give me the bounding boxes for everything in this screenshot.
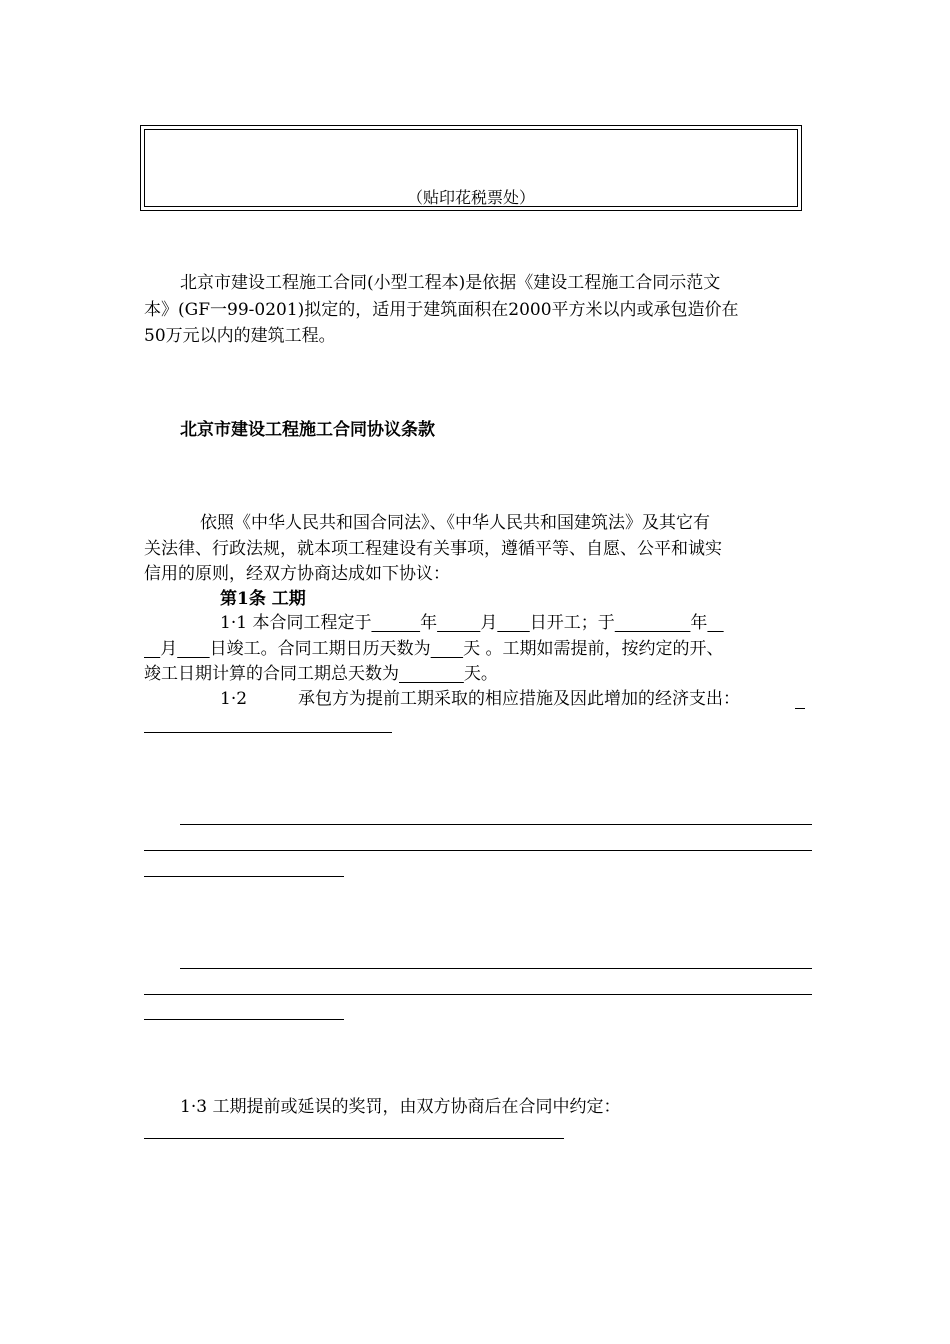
year-label: 年 — [420, 613, 438, 633]
preamble-line-1: 依照《中华人民共和国合同法》、《中华人民共和国建筑法》及其它有 — [200, 513, 710, 533]
clause-1-1-rest: 。工期如需提前，按约定的开、 — [480, 639, 724, 659]
total-days-text: 竣工日期计算的合同工期总天数为 — [144, 664, 399, 684]
intro-line-3: 50万元以内的建筑工程。 — [144, 326, 336, 346]
fill-line[interactable] — [144, 1019, 344, 1020]
clause-1-1-line-1 — [220, 615, 724, 632]
calendar-days-blank[interactable] — [431, 639, 463, 659]
preamble-line-3: 信用的原则，经双方协商达成如下协议： — [144, 564, 450, 584]
days-label: 天 — [463, 639, 481, 659]
clause-1-1-prefix: 1·1 本合同工程定于 — [220, 613, 372, 633]
fill-line[interactable] — [180, 824, 812, 825]
end-day-label: 日竣工。合同工期日历天数为 — [209, 639, 431, 659]
intro-line-1: 北京市建设工程施工合同(小型工程本)是依据《建设工程施工合同示范文 — [180, 273, 721, 293]
fill-line[interactable] — [795, 708, 805, 709]
fill-line[interactable] — [180, 968, 812, 969]
total-days-label: 天。 — [463, 664, 498, 684]
fill-line[interactable] — [144, 732, 392, 733]
preamble-line-2: 关法律、行政法规，就本项工程建设有关事项，遵循平等、自愿、公平和诚实 — [144, 539, 722, 559]
fill-line[interactable] — [144, 850, 812, 851]
agreement-title: 北京市建设工程施工合同协议条款 — [180, 420, 435, 440]
clause-1-3-text: 1·3 工期提前或延误的奖罚，由双方协商后在合同中约定： — [180, 1097, 621, 1117]
end-month-blank-a[interactable] — [707, 613, 723, 633]
end-year-label: 年 — [690, 613, 708, 633]
fill-line[interactable] — [144, 1138, 564, 1139]
end-year-blank[interactable] — [615, 613, 691, 633]
start-day-label: 日开工；于 — [529, 613, 615, 633]
end-month-blank-b[interactable] — [144, 639, 160, 659]
total-days-blank[interactable] — [399, 664, 464, 684]
intro-line-2: 本》(GF一99-0201)拟定的，适用于建筑面积在2000平方米以内或承包造价在 — [144, 300, 739, 320]
month-label: 月 — [480, 613, 498, 633]
clause-1-1-line-3 — [144, 666, 498, 683]
stamp-label: （贴印花税票处） — [406, 188, 535, 207]
clause-1-1-line-2 — [144, 641, 724, 658]
clause-1-2-text: 承包方为提前工期采取的相应措施及因此增加的经济支出： — [298, 689, 740, 709]
end-month-label: 月 — [160, 639, 178, 659]
start-month-blank[interactable] — [437, 613, 480, 633]
article-1-heading: 第1条 工期 — [220, 589, 306, 609]
start-year-blank[interactable] — [371, 613, 420, 633]
end-day-blank[interactable] — [177, 639, 209, 659]
start-day-blank[interactable] — [497, 613, 529, 633]
clause-1-2-number: 1·2 — [220, 689, 248, 709]
fill-line[interactable] — [144, 876, 344, 877]
stamp-area — [140, 125, 802, 211]
fill-line[interactable] — [144, 994, 812, 995]
